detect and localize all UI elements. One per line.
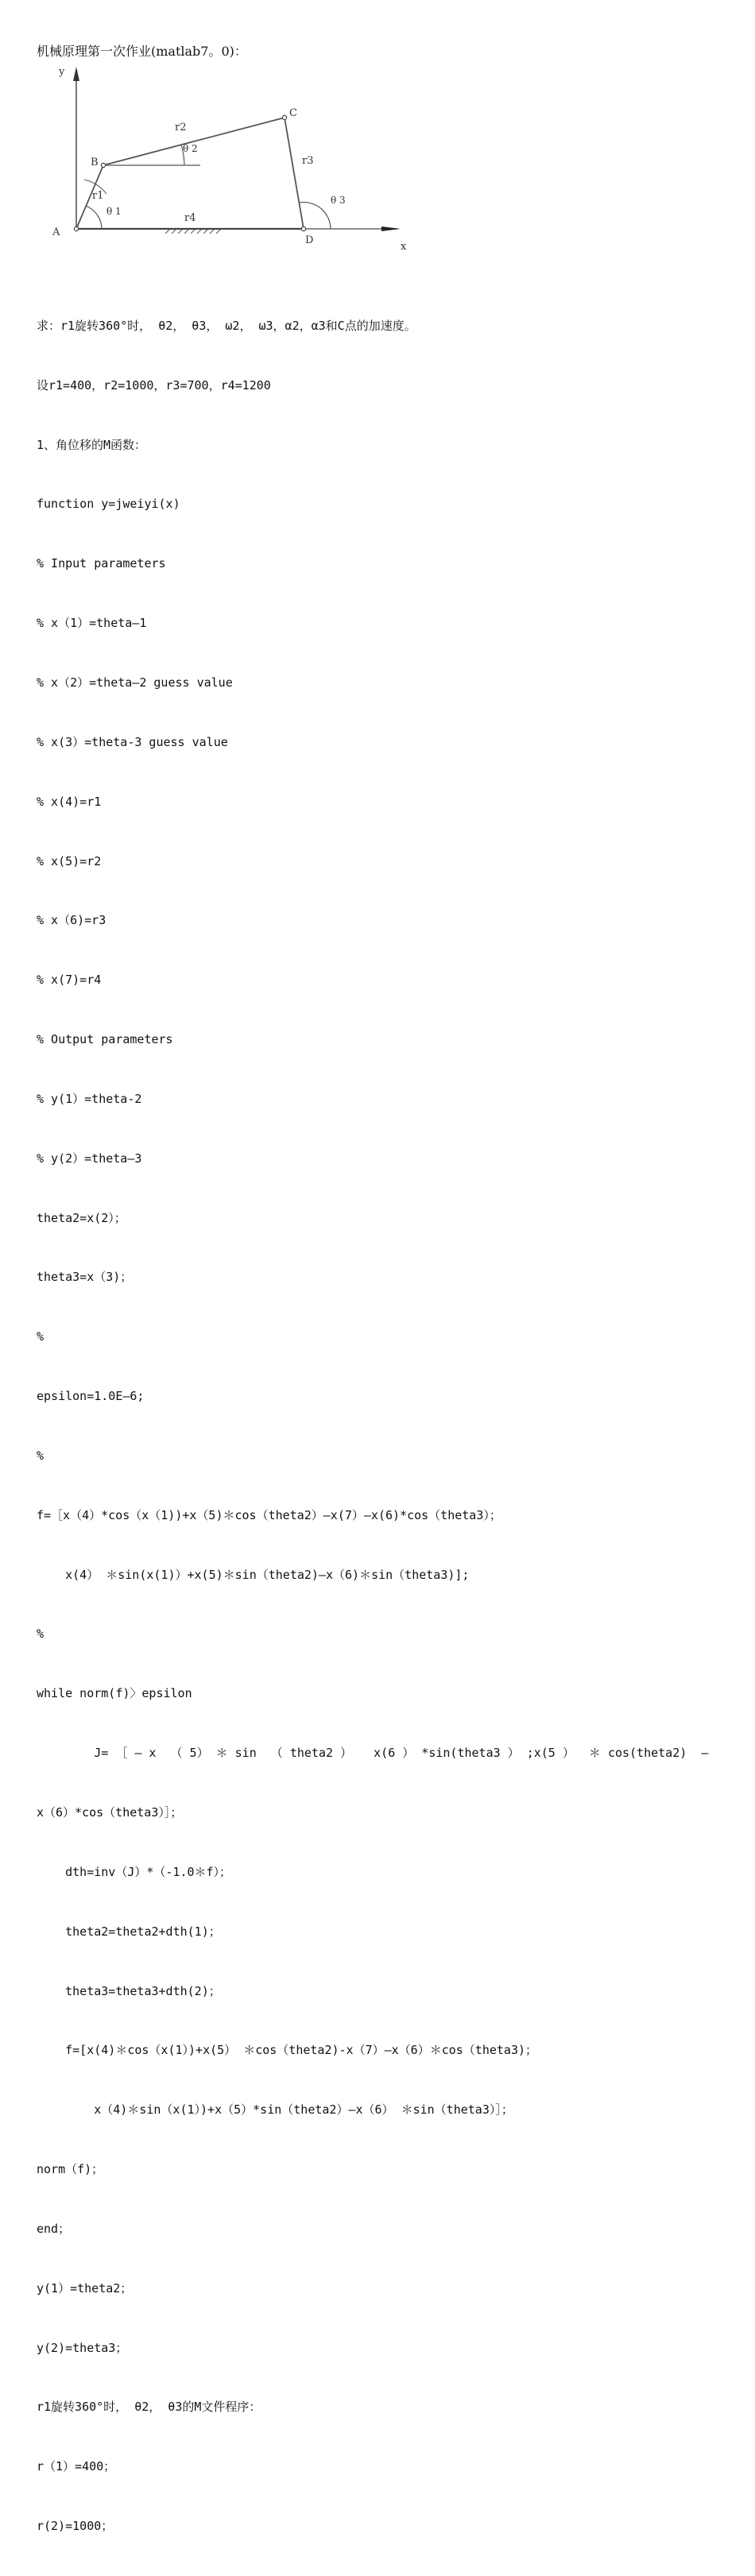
code-line: theta3=x（3)；: [37, 1270, 133, 1285]
y-axis-arrow: [73, 67, 79, 81]
code-line: f=［x（4）*cos（x（1))+x（5)＊cos（theta2）—x(7）—x(6)*cos（theta3）；: [37, 1507, 501, 1522]
code-line: %: [37, 1329, 45, 1344]
code-line: f=[x(4)＊cos（x(1）)+x(5） ＊cos（theta2)-x（7）—x（6）＊cos（theta3)；: [37, 2043, 538, 2058]
code-line: % Output parameters: [37, 1032, 173, 1047]
label-r4: r4: [184, 212, 196, 224]
text-line: r1旋转360°时， θ2， θ3的M文件程序：: [37, 2400, 261, 2415]
joint-b: [101, 163, 105, 167]
code-line: r（1）=400；: [37, 2459, 116, 2474]
label-a: A: [52, 226, 60, 238]
code-line: y(2)=theta3；: [37, 2340, 128, 2355]
code-line: while norm(f)〉epsilon: [37, 1686, 192, 1701]
label-b: B: [91, 157, 99, 168]
link-r3: [285, 118, 304, 229]
code-line: %: [37, 1626, 45, 1642]
code-line: norm（f)；: [37, 2162, 104, 2177]
document-title: 机械原理第一次作业(matlab7。0)：: [37, 44, 247, 59]
code-line: theta2=x(2）；: [37, 1210, 126, 1225]
code-line: epsilon=1.0E—6;: [37, 1389, 145, 1404]
code-line: r(2)=1000；: [37, 2519, 114, 2534]
code-line: y(1）=theta2；: [37, 2280, 133, 2296]
theta1-arc: [86, 206, 102, 229]
code-line: % x(4)=r1: [37, 794, 102, 809]
code-line: x（6）*cos（theta3）］；: [37, 1805, 183, 1820]
code-line: % x(5)=r2: [37, 853, 102, 868]
code-line: J= ［ — x （ 5） ＊ sin （ theta2 ） x(6 ） *sin(theta3 ） ;x(5 ） ＊ cos(theta2) —: [37, 1746, 709, 1761]
code-line: % x(3）=theta-3 guess value: [37, 734, 228, 749]
text-line: 设r1=400，r2=1000，r3=700，r4=1200: [37, 377, 271, 393]
link-r2: [103, 118, 285, 165]
linkage-diagram: [48, 62, 413, 270]
text-line: 求：r1旋转360°时， θ2， θ3， ω2， ω3，α2，α3和C点的加速度。: [37, 318, 416, 333]
label-x: x: [401, 241, 407, 253]
joint-a: [74, 226, 78, 230]
code-line: dth=inv（J）*（-1.0＊f）；: [37, 1864, 232, 1879]
code-line: % y(1）=theta-2: [37, 1091, 142, 1106]
code-listing: [37, 277, 728, 2576]
code-line: % Input parameters: [37, 556, 166, 571]
code-line: theta3=theta3+dth(2)；: [37, 1983, 221, 1998]
label-y: y: [59, 66, 65, 78]
x-axis-arrow: [381, 226, 401, 231]
code-line: % x（6)=r3: [37, 913, 106, 928]
joint-c: [282, 115, 286, 119]
code-line: end；: [37, 2221, 71, 2236]
code-line: % y(2）=theta—3: [37, 1151, 142, 1166]
code-line: %: [37, 1448, 45, 1463]
label-r3: r3: [302, 155, 314, 167]
code-line: % x（1）=theta—1: [37, 616, 147, 631]
label-c: C: [289, 107, 297, 119]
label-r1: r1: [92, 190, 104, 202]
label-theta1: θ 1: [106, 206, 122, 217]
label-r2: r2: [175, 122, 187, 133]
code-line: x（4)＊sin（x(1）)+x（5）*sin（theta2）—x（6） ＊sin（theta3）］；: [37, 2102, 513, 2118]
code-line: % x（2）=theta—2 guess value: [37, 675, 233, 690]
code-line: x(4） ＊sin(x(1)）+x(5)＊sin（theta2)—x（6)＊sin（theta3)];: [37, 1567, 470, 1582]
code-line: function y=jweiyi(x): [37, 497, 180, 512]
label-theta2: θ 2: [183, 143, 198, 154]
text-line: 1、角位移的M函数：: [37, 437, 147, 452]
code-line: % x(7)=r4: [37, 973, 102, 988]
label-theta3: θ 3: [331, 195, 346, 206]
label-d: D: [305, 234, 314, 246]
joint-d: [301, 226, 305, 230]
code-line: theta2=theta2+dth(1)；: [37, 1924, 221, 1939]
